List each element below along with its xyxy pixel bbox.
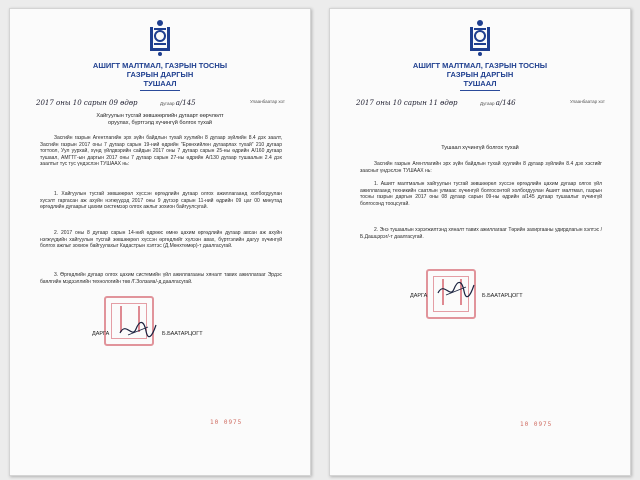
heading-underline <box>460 90 500 91</box>
signatory-name: Б.БААТАРЦОГТ <box>482 293 523 299</box>
clause-2: 2. 2017 оны 8 дугаар сарын 14-ний өдрөөс өмнө цахим өргөдлийн дугаар авсан аж ахуйн нэгжүүдийн хайгуулын тусгай зөвшөөрөл хүссэн өргөдлийг хүлээн авах, бүртгэлийн дагуу хүчингүй болгох ажлыг зохион байгуулахыг Кадастрын хэлтэс (Д.Мөнхтөмөр)-т даалгасугай. <box>40 230 282 250</box>
handwritten-date: 2017 оны 10 сарын 09 өдөр <box>36 99 138 107</box>
issuer-line-1: АШИГТ МАЛТМАЛ, ГАЗРЫН ТОСНЫ <box>92 61 228 70</box>
clause-1: 1. Хайгуулын тусгай зөвшөөрөл хүссэн өргөдлийн дугаар олгох ажиллагаанд холбогдуулан хүсэлт гаргасан аж ахуйн нэгжүүдэд 2017 оны 9 дүгээр сарын 11-ний өдрийн 09 цаг 00 минутад өргөдлийн дугаарыг цахим системээр олгох ажлыг зохион байгуулсугай. <box>40 191 282 211</box>
number-line <box>160 99 196 107</box>
order-page-2 <box>329 8 631 476</box>
preamble-paragraph: Засгийн газрын Агентлагийн эрх зүйн байдлын тухай хуулийн 8 дугаар зүйлийн 8.4 дэх хэсгийг заасныг үндэслэн ТУШААХ нь: <box>360 161 602 174</box>
number-label: Дугаар <box>480 101 495 106</box>
issuer-line-1: АШИГТ МАЛТМАЛ, ГАЗРЫН ТОСНЫ <box>412 61 548 70</box>
number-value: а/145 <box>175 99 196 107</box>
order-page-1 <box>9 8 311 476</box>
document-type: ТУШААЛ <box>143 79 177 88</box>
number-line <box>480 99 516 107</box>
number-value: а/146 <box>495 99 516 107</box>
signatory-name: Б.БААТАРЦОГТ <box>162 331 203 337</box>
date-line <box>356 99 458 107</box>
soyombo-emblem-icon <box>146 17 174 57</box>
receipt-date-stamp: 10 0975 <box>520 421 553 428</box>
clause-2: 2. Энэ тушаалын хэрэгжилтэнд хяналт тавих ажиллагааг Төрийн захиргааны удирдлагын хэлтэс /Б.Дашцэрэг/-т даалгасугай. <box>360 227 602 240</box>
place-label: Улаанбаатар хот <box>570 99 605 104</box>
date-line <box>36 99 138 107</box>
issuer-heading <box>330 61 630 88</box>
handwritten-date: 2017 оны 10 сарын 11 өдөр <box>356 99 458 107</box>
clause-1: 1. Ашигт малтмалын хайгуулын тусгай зөвшөөрөл хүссэн өргөдлийн цахим дугаар олгох үйл ажиллагаанд техникийн саатлын улмаас хүчингүй болгосонтой холбогдуулан Ашигт малтмал, газрын тосны газрын даргын 2017 оны 08 дугаар сарын 09-ны өдрийн а/145 дугаар тушаалыг хүчингүй болгосонд тооцсугай. <box>360 181 602 207</box>
issuer-heading <box>10 61 310 88</box>
signature-mark <box>436 279 476 301</box>
issuer-line-2: ГАЗРЫН ДАРГЫН <box>446 70 514 79</box>
order-subject: Тушаал хүчингүй болгох тухай <box>441 145 519 151</box>
preamble-paragraph: Засгийн газрын Агентлагийн эрх зүйн байдлын тухай хуулийн 8 дугаар зүйлийн 8.4 дэх заалт, Засгийн газрын 2017 оны 7 дугаар сарын 19-ний өдрийн “Ерөнхийлөн дугаарлах тухай” 210 дугаар тогтоол, Уул уурхай, хүнд үйлдвэрийн сайдын 2017 оны 7 дугаар сарын 25-ны өдрийн А/160 дугаар тушаал, АМГТГ-ын даргын 2017 оны 7 дугаар сарын 27-ны өдрийн А/130 дугаар тушаалын 2.4 дэх заалтыг тус тус үндэслэн ТУШААХ нь: <box>40 135 282 168</box>
soyombo-emblem-icon <box>466 17 494 57</box>
signature-mark <box>118 319 158 341</box>
order-subject: Хайгуулын тусгай зөвшөөрлийн дугаарт өөрчлөлт оруулах, бүртгэлд хүчингүй болгох тухай <box>96 113 224 126</box>
place-label: Улаанбаатар хот <box>250 99 285 104</box>
heading-underline <box>140 90 180 91</box>
issuer-line-2: ГАЗРЫН ДАРГЫН <box>126 70 194 79</box>
clause-3: 3. Өргөдлийн дугаар олгох цахим системийн үйл ажиллагааны хяналт тавих ажиллагааг Эрдэс баялгийн мэдээллийн технологийн төв /Г.Золзаяа/-д даалгасугай. <box>40 272 282 285</box>
document-type: ТУШААЛ <box>463 79 497 88</box>
number-label: Дугаар <box>160 101 175 106</box>
signatory-title: ДАРГА <box>92 331 110 337</box>
signatory-title: ДАРГА <box>410 293 428 299</box>
receipt-date-stamp: 10 0975 <box>210 419 243 426</box>
